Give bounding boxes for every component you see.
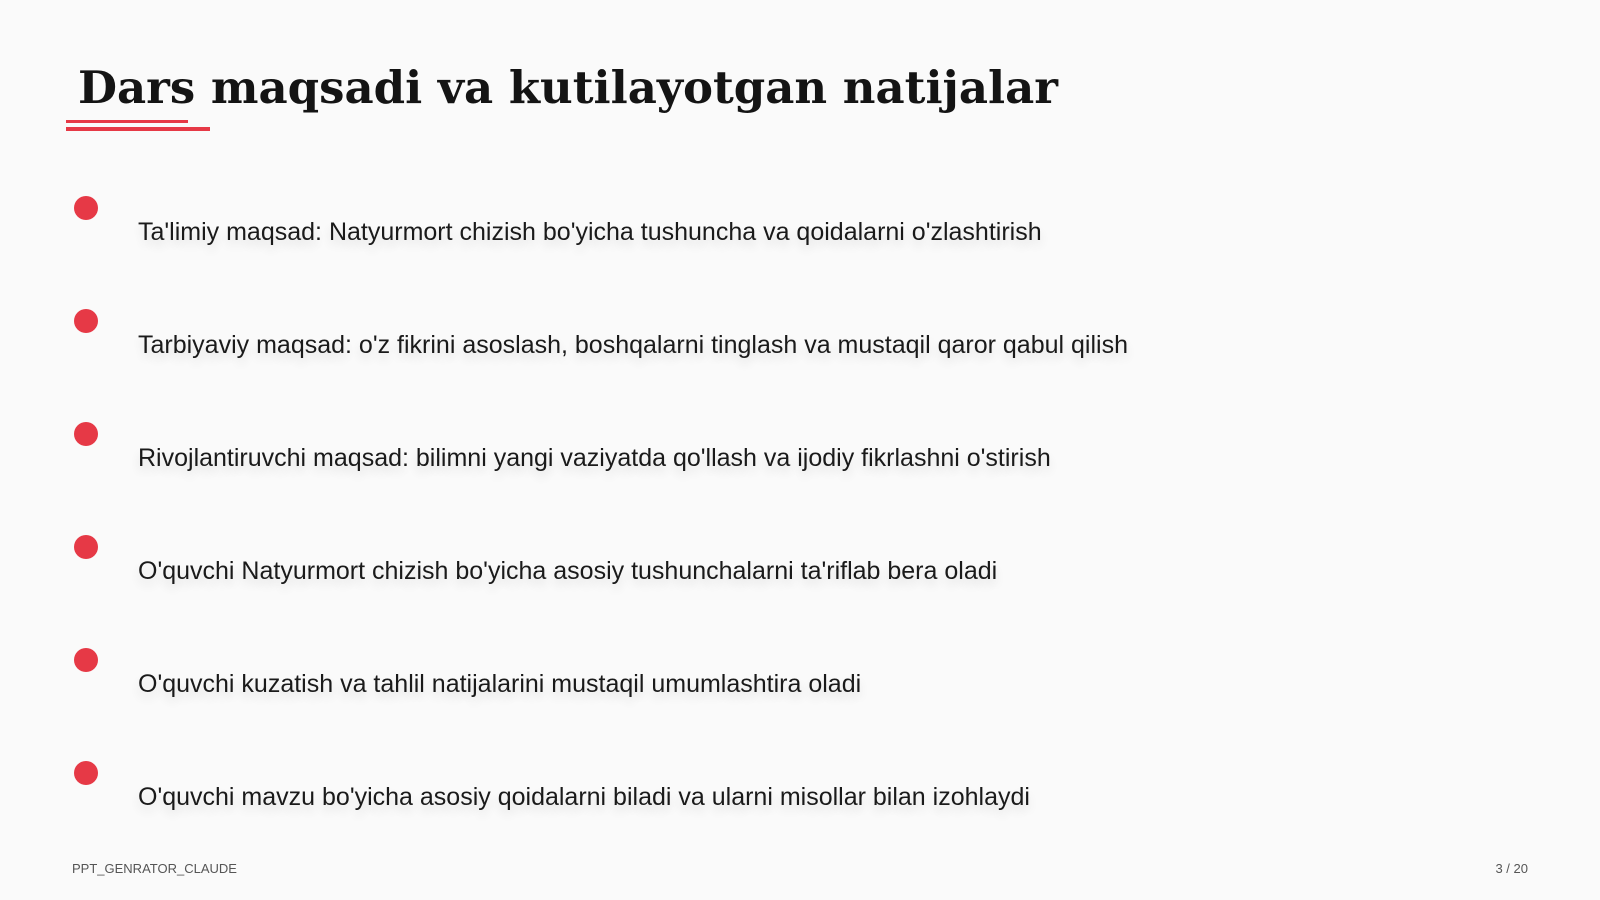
bullet-text: Rivojlantiruvchi maqsad: bilimni yangi vaziyatda qo'llash va ijodiy fikrlashni o'stirish	[138, 444, 1051, 472]
bullet-item	[0, 535, 1600, 615]
slide-title: Dars maqsadi va kutilayotgan natijalar	[78, 61, 1058, 114]
bullet-text: O'quvchi Natyurmort chizish bo'yicha asosiy tushunchalarni ta'riflab bera oladi	[138, 557, 998, 585]
bullet-dot-icon	[74, 761, 98, 785]
bullet-text: O'quvchi kuzatish va tahlil natijalarini mustaqil umumlashtira oladi	[138, 670, 862, 698]
bullet-dot-icon	[74, 535, 98, 559]
bullet-dot-icon	[74, 196, 98, 220]
bullet-item	[0, 422, 1600, 502]
bullet-item	[0, 196, 1600, 276]
bullet-text: Ta'limiy maqsad: Natyurmort chizish bo'yicha tushuncha va qoidalarni o'zlashtirish	[138, 218, 1042, 246]
bullet-dot-icon	[74, 309, 98, 333]
bullet-dot-icon	[74, 422, 98, 446]
page-number: 3 / 20	[1495, 861, 1528, 876]
bullet-item	[0, 761, 1600, 841]
footer-brand: PPT_GENRATOR_CLAUDE	[72, 861, 237, 876]
bullet-text: Tarbiyaviy maqsad: o'z fikrini asoslash, boshqalarni tinglash va mustaqil qaror qabul qilish	[138, 331, 1128, 359]
bullet-item	[0, 309, 1600, 389]
bullet-item	[0, 648, 1600, 728]
bullet-dot-icon	[74, 648, 98, 672]
bullet-text: O'quvchi mavzu bo'yicha asosiy qoidalarni biladi va ularni misollar bilan izohlaydi	[138, 783, 1030, 811]
